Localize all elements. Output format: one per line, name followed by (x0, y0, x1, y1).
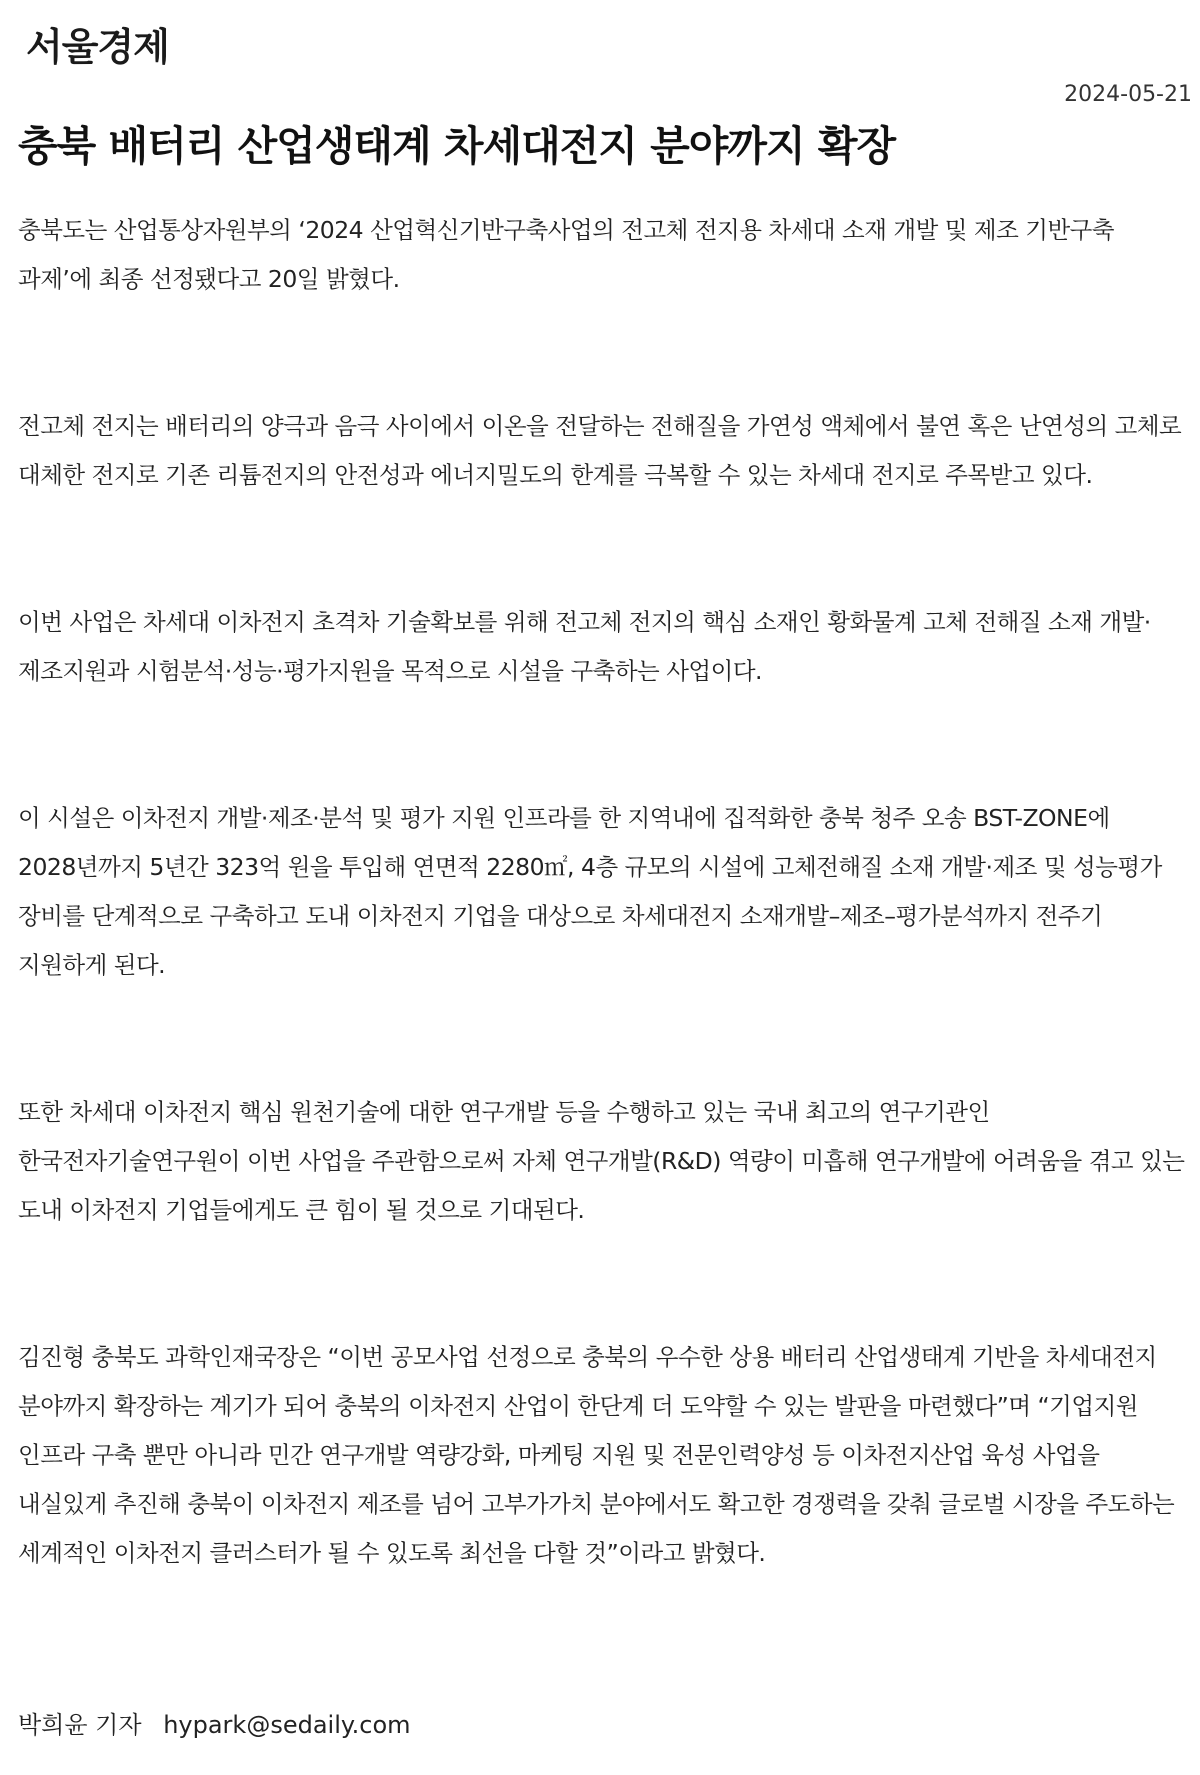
article-paragraph: 또한 차세대 이차전지 핵심 원천기술에 대한 연구개발 등을 수행하고 있는 국내 최고의 연구기관인 한국전자기술연구원이 이번 사업을 주관함으로써 자체 연구개발(R&D) 역량이 미흡해 연구개발에 어려움을 겪고 있는 도내 이차전지 기업들에게도 큰 힘이 될 것으로 기대된다. (18, 1098, 1185, 1224)
article-paragraph: 이번 사업은 차세대 이차전지 초격차 기술확보를 위해 전고체 전지의 핵심 소재인 황화물계 고체 전해질 소재 개발·제조지원과 시험분석·성능·평가지원을 목적으로 시설을 구축하는 사업이다. (18, 608, 1151, 685)
reporter-name: 박희윤 기자 (18, 1711, 142, 1739)
article-date: 2024-05-21 (1064, 82, 1192, 107)
byline (18, 1705, 411, 1745)
publisher-logo: 서울경제 (26, 25, 169, 69)
article-paragraph: 전고체 전지는 배터리의 양극과 음극 사이에서 이온을 전달하는 전해질을 가연성 액체에서 불연 혹은 난연성의 고체로 대체한 전지로 기존 리튬전지의 안전성과 에너지밀도의 한계를 극복할 수 있는 차세대 전지로 주목받고 있다. (18, 412, 1182, 489)
reporter-email[interactable]: hypark@sedaily.com (163, 1711, 411, 1739)
article-paragraph: 김진형 충북도 과학인재국장은 “이번 공모사업 선정으로 충북의 우수한 상용 배터리 산업생태계 기반을 차세대전지 분야까지 확장하는 계기가 되어 충북의 이차전지 산업이 한단계 더 도약할 수 있는 발판을 마련했다”며 “기업지원 인프라 구축 뿐만 아니라 민간 연구개발 역량강화, 마케팅 지원 및 전문인력양성 등 이차전지산업 육성 사업을 내실있게 추진해 충북이 이차전지 제조를 넘어 고부가가치 분야에서도 확고한 경쟁력을 갖춰 글로벌 시장을 주도하는 세계적인 이차전지 클러스터가 될 수 있도록 최선을 다할 것”이라고 밝혔다. (18, 1343, 1175, 1567)
article-paragraph: 이 시설은 이차전지 개발·제조·분석 및 평가 지원 인프라를 한 지역내에 집적화한 충북 청주 오송 BST-ZONE에 2028년까지 5년간 323억 원을 투입해 연면적 2280㎡, 4층 규모의 시설에 고체전해질 소재 개발·제조 및 성능평가 장비를 단계적으로 구축하고 도내 이차전지 기업을 대상으로 차세대전지 소재개발–제조–평가분석까지 전주기 지원하게 된다. (18, 804, 1162, 979)
article-headline: 충북 배터리 산업생태계 차세대전지 분야까지 확장 (18, 122, 896, 170)
article-paragraph: 충북도는 산업통상자원부의 ‘2024 산업혁신기반구축사업의 전고체 전지용 차세대 소재 개발 및 제조 기반구축 과제’에 최종 선정됐다고 20일 밝혔다. (18, 216, 1115, 293)
article-body (18, 206, 1190, 1676)
